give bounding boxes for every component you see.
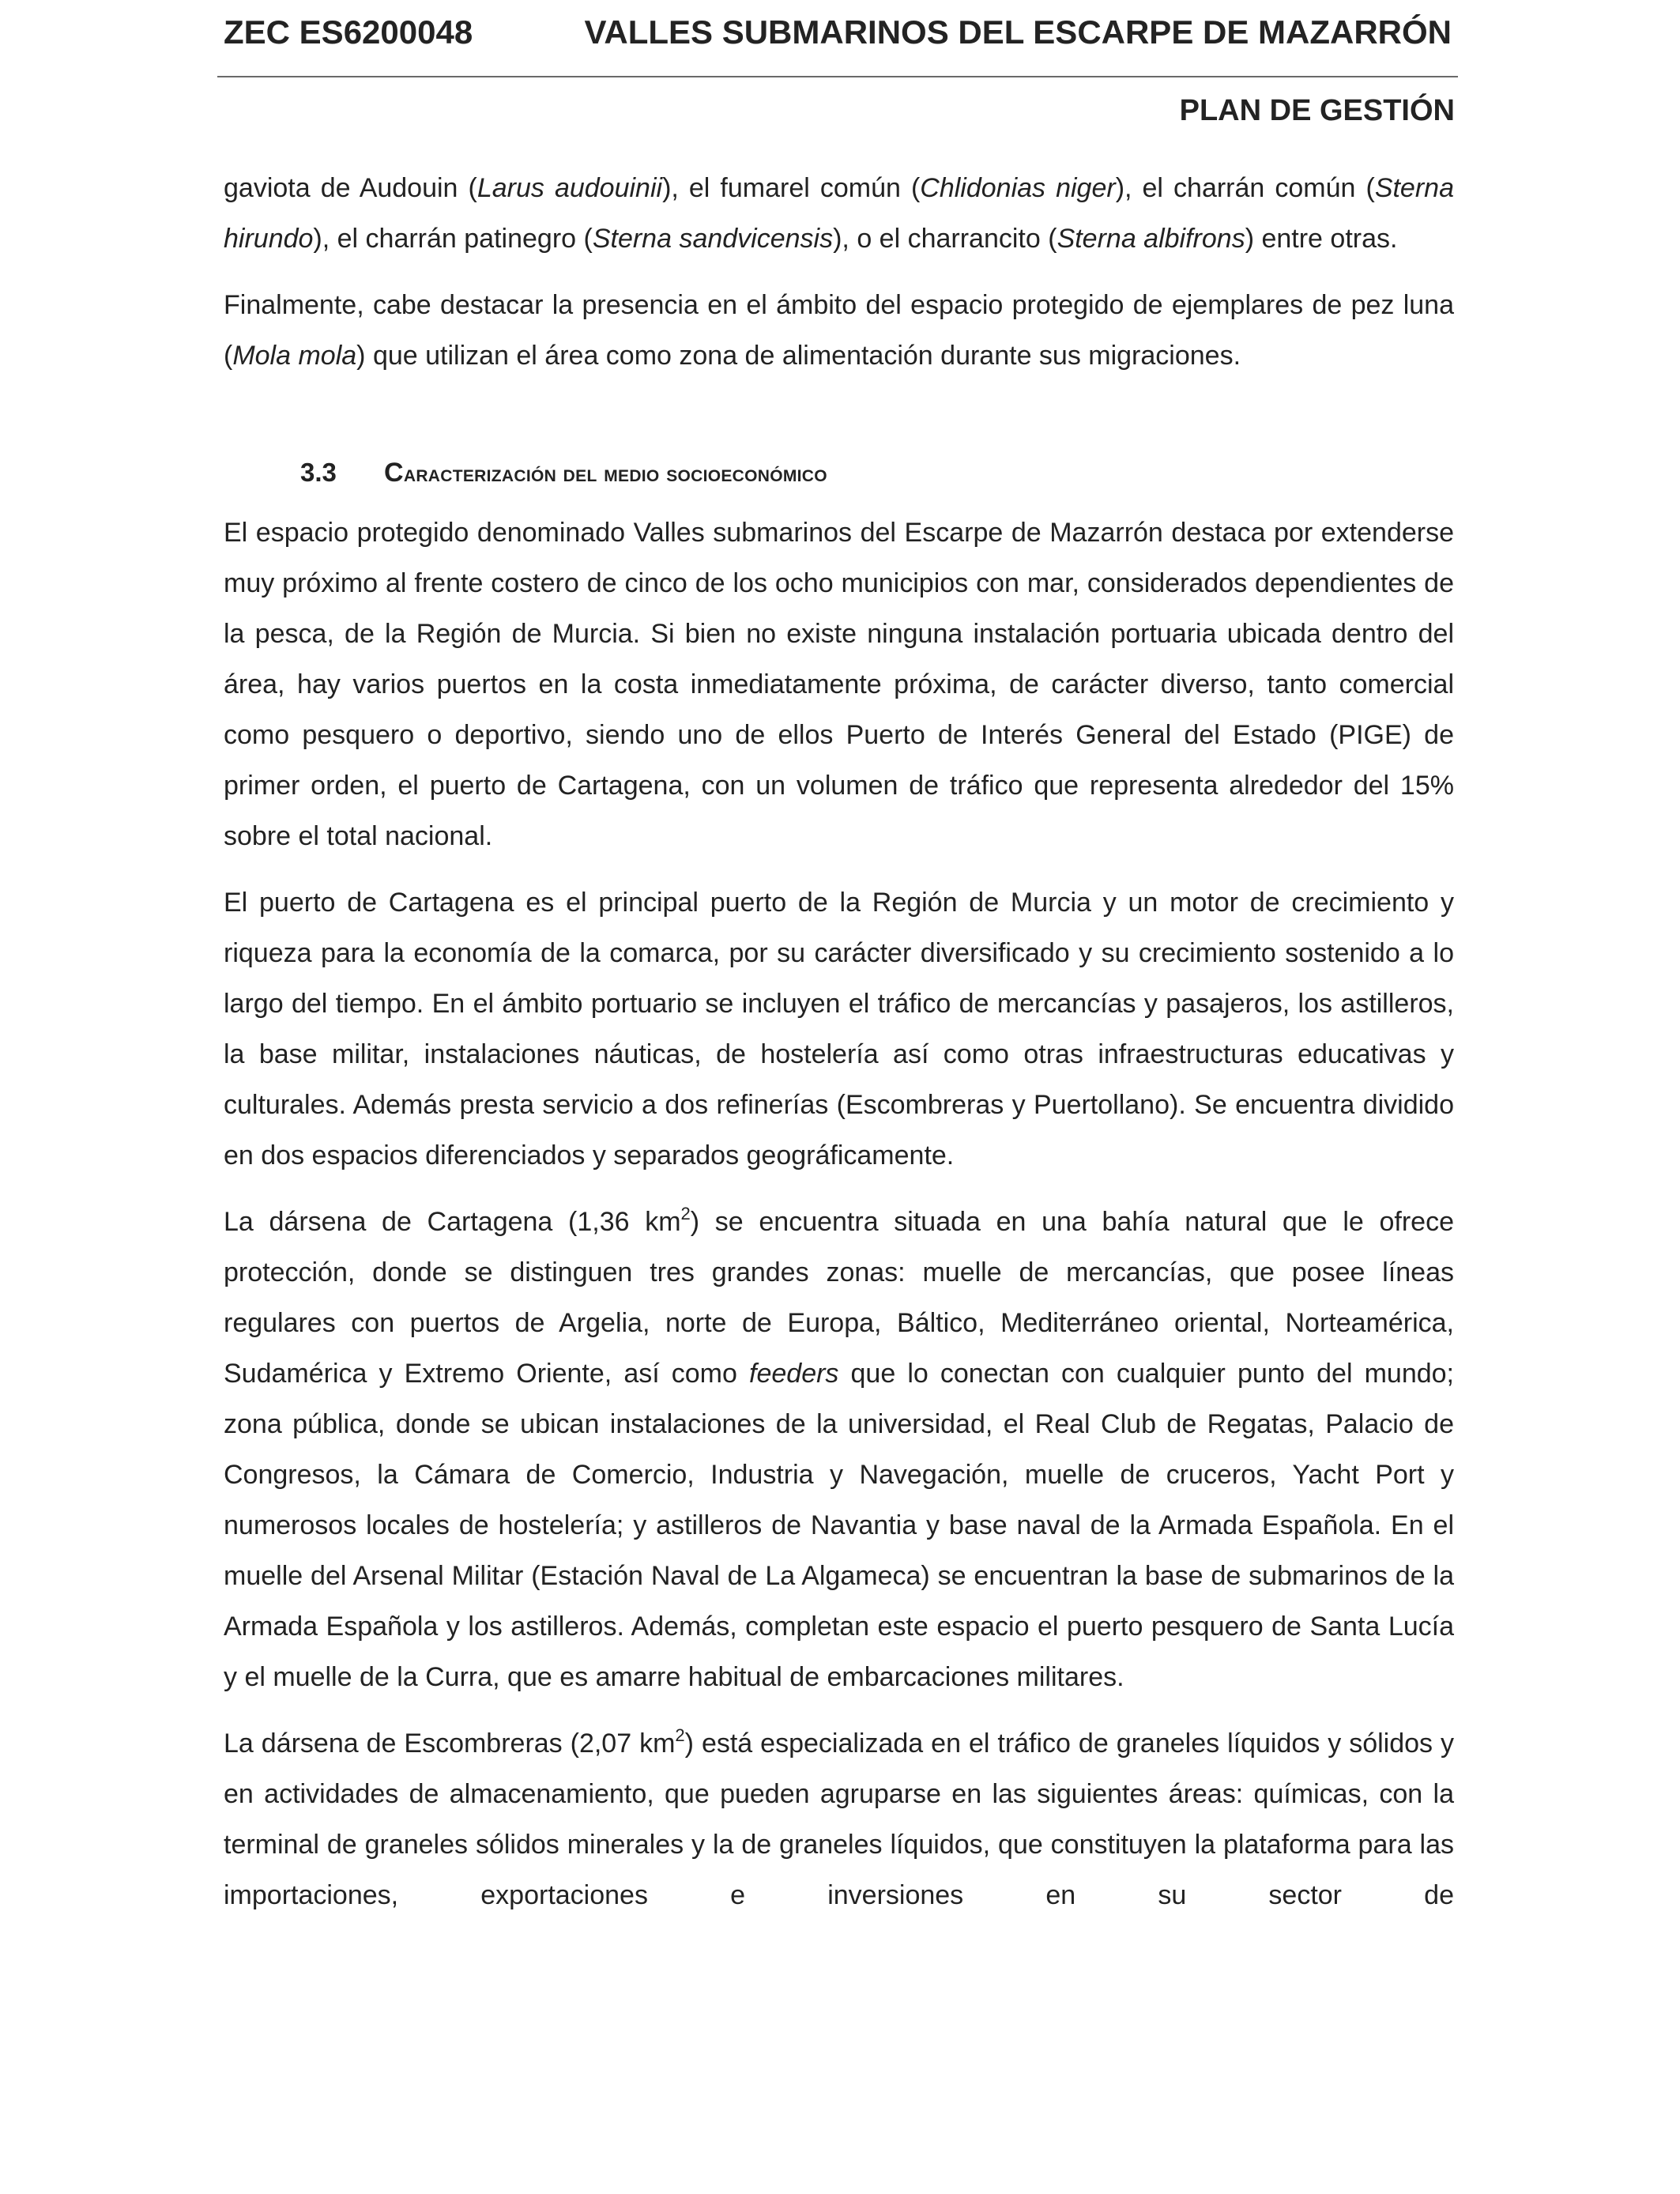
paragraph-port-cartagena: El puerto de Cartagena es el principal puerto de la Región de Murcia y un motor de crecimiento y riqueza para la economía de la comarca, por su carácter diversificado y su crecimiento sostenido a lo largo del tiempo. En el ámbito portuario se incluyen el tráfico de mercancías y pasajeros, los astilleros, la base militar, instalaciones náuticas, de hostelería así como otras infraestructuras educativas y culturales. Además presta servicio a dos refinerías (Escombreras y Puertollano). Se encuentra dividido en dos espacios diferenciados y separados geográficamente. <box>224 888 1454 1171</box>
site-title: VALLES SUBMARINOS DEL ESCARPE DE MAZARRÓN <box>584 13 1452 51</box>
document-body <box>224 163 1454 1921</box>
species-name: Larus audouinii <box>477 173 663 203</box>
paragraph-darsena-cartagena: La dársena de Cartagena (1,36 $km^2$) se encuentra situada en una bahía natural que le ofrece protección, donde se distinguen tres grandes zonas: muelle de mercancías, que posee líneas regulares con puertos de Argelia, norte de Europa, Báltico, Mediterráneo oriental, Norteamérica, Sudamérica y Extremo Oriente, así como feeders que lo conectan con cualquier punto del mundo; zona pública, donde se ubican instalaciones de la universidad, el Real Club de Regatas, Palacio de Congresos, la Cámara de Comercio, Industria y Navegación, muelle de cruceros, Yacht Port y numerosos locales de hostelería; y astilleros de Navantia y base naval de la Armada Española. En el muelle del Arsenal Militar (Estación Naval de La Algameca) se encuentran la base de submarinos de la Armada Española y los astilleros. Además, completan este espacio el puerto pesquero de Santa Lucía y el muelle de la Curra, que es amarre habitual de embarcaciones militares. <box>224 1204 1454 1692</box>
site-code: ZEC ES6200048 <box>224 13 473 51</box>
paragraph-socioeconomic-intro: El espacio protegido denominado Valles submarinos del Escarpe de Mazarrón destaca por extenderse muy próximo al frente costero de cinco de los ocho municipios con mar, considerados dependientes de la pesca, de la Región de Murcia. Si bien no existe ninguna instalación portuaria ubicada dentro del área, hay varios puertos en la costa inmediatamente próxima, de carácter diverso, tanto comercial como pesquero o deportivo, siendo uno de ellos Puerto de Interés General del Estado (PIGE) de primer orden, el puerto de Cartagena, con un volumen de tráfico que representa alrededor del 15% sobre el total nacional. <box>224 518 1454 851</box>
species-name: Sterna sandvicensis <box>592 224 834 254</box>
species-name: Sterna hirundo <box>224 173 1454 254</box>
species-name: Sterna albifrons <box>1057 224 1245 254</box>
section-number: 3.3 <box>300 458 337 487</box>
paragraph-sunfish: Finalmente, cabe destacar la presencia en el ámbito del espacio protegido de ejemplares de pez luna (Mola mola) que utilizan el área como zona de alimentación durante sus migraciones. <box>224 290 1454 371</box>
paragraph-darsena-escombreras: La dársena de Escombreras (2,07 $km^2$) está especializada en el tráfico de graneles líquidos y sólidos y en actividades de almacenamiento, que pueden agruparse en las siguientes áreas: químicas, con la terminal de graneles sólidos minerales y la de graneles líquidos, que constituyen la plataforma para las importaciones, exportaciones e inversiones en su sector de <box>224 1725 1454 1910</box>
document-subtitle: PLAN DE GESTIÓN <box>1179 94 1455 127</box>
section-title: Caracterización del medio socioeconómico <box>384 458 827 488</box>
species-name: Chlidonias niger <box>920 173 1116 203</box>
page-header <box>217 9 1458 77</box>
paragraph-birds: gaviota de Audouin (Larus audouinii), el fumarel común (Chlidonias niger), el charrán común (Sterna hirundo), el charrán patinegro (Sterna sandvicensis), o el charrancito (Sterna albifrons) entre otras. <box>224 173 1454 254</box>
species-name: Mola mola <box>232 341 357 371</box>
italic-term: feeders <box>749 1359 839 1389</box>
section-heading <box>224 447 1454 498</box>
